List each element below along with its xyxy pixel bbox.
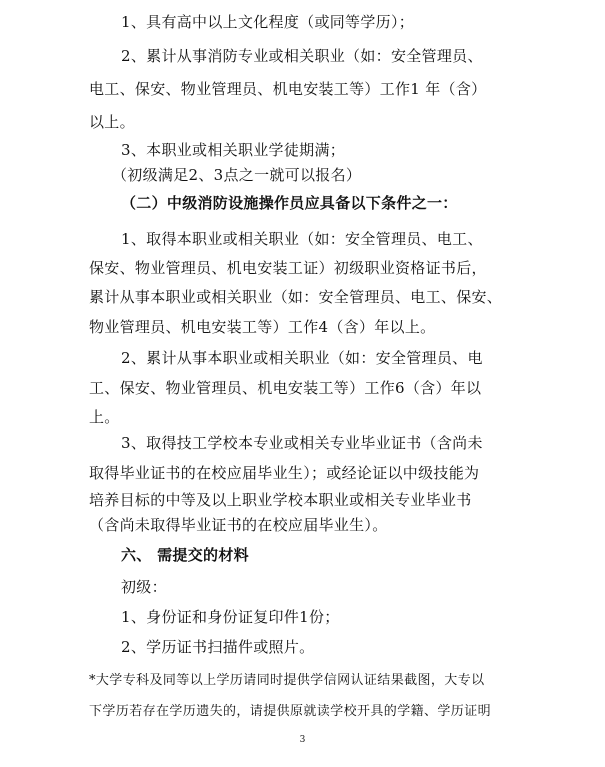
text-line-15: 3、取得技工学校本专业或相关专业毕业证书（含尚未 — [121, 434, 483, 452]
text-line-18: （含尚未取得毕业证书的在校应届毕业生）。 — [89, 516, 388, 534]
text-line-5: 3、本职业或相关职业学徒期满； — [121, 141, 346, 159]
text-line-17: 培养目标的中等及以上职业学校本职业或相关专业毕业书 — [89, 491, 472, 509]
text-line-22: 2、学历证书扫描件或照片。 — [121, 638, 315, 656]
text-line-21: 1、身份证和身份证复印件1份； — [121, 608, 340, 626]
text-line-6: （初级满足2、3点之一就可以报名） — [112, 166, 362, 184]
note-line-2: 下学历若存在学历遗失的，请提供原就读学校开具的学籍、学历证明 — [89, 704, 492, 719]
text-line-12: 2、累计从事本职业或相关职业（如：安全管理员、电 — [121, 349, 483, 367]
note-line-1: *大学专科及同等以上学历请同时提供学信网认证结果截图，大专以 — [89, 673, 485, 688]
text-line-16: 取得毕业证书的在校应届毕业生）；或经论证以中级技能为 — [89, 464, 480, 482]
text-line-13: 工、保安、物业管理员、机电安装工等）工作6（含）年以 — [89, 379, 482, 397]
text-line-1: 1、具有高中以上文化程度（或同等学历）； — [121, 13, 415, 31]
text-line-2: 2、累计从事消防专业或相关职业（如：安全管理员、 — [121, 47, 483, 65]
text-line-8: 1、取得本职业或相关职业（如：安全管理员、电工、 — [121, 230, 483, 248]
text-line-9: 保安、物业管理员、机电安装工证）初级职业资格证书后， — [89, 259, 487, 277]
text-line-10: 累计从事本职业或相关职业（如：安全管理员、电工、保安、 — [89, 288, 503, 306]
text-line-4: 以上。 — [89, 113, 135, 131]
text-line-14: 上。 — [89, 408, 120, 426]
text-line-3: 电工、保安、物业管理员、机电安装工等）工作1 年（含） — [89, 80, 487, 98]
page-number: 3 — [299, 735, 306, 745]
text-line-11: 物业管理员、机电安装工等）工作4（含）年以上。 — [89, 318, 436, 336]
section-heading-materials: 六、 需提交的材料 — [121, 546, 249, 564]
section-heading-intermediate: （二）中级消防设施操作员应具备以下条件之一： — [121, 194, 458, 212]
subheading-beginner: 初级： — [121, 578, 167, 596]
